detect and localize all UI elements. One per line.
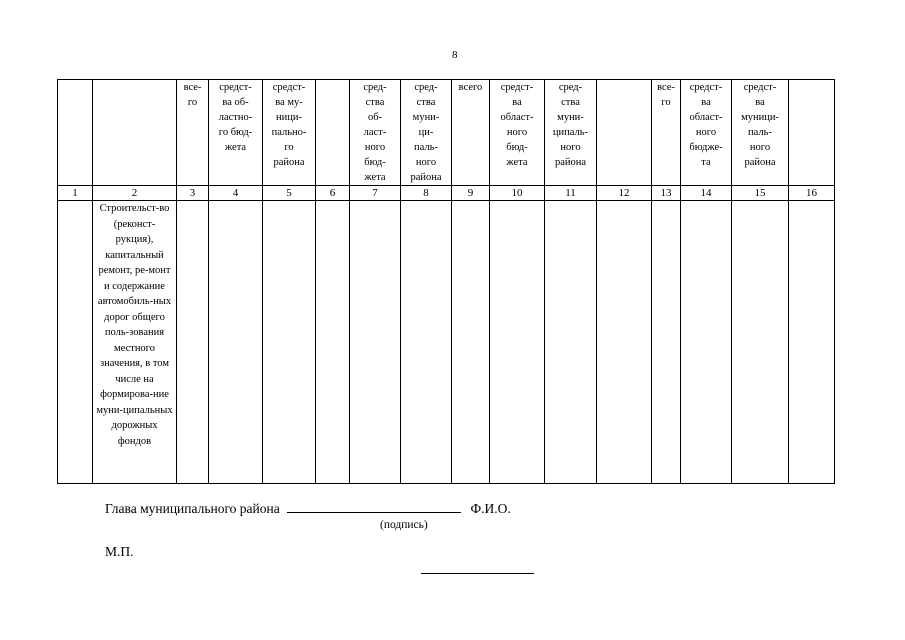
data-cell-12 xyxy=(597,201,652,484)
data-cell-9 xyxy=(452,201,490,484)
data-cell-13 xyxy=(652,201,681,484)
column-number-1: 1 xyxy=(58,186,93,201)
column-number-2: 2 xyxy=(93,186,177,201)
column-header-11: сред- ства муни- ципаль- ного района xyxy=(545,80,597,186)
column-header-4: средст- ва об- ластно- го бюд- жета xyxy=(209,80,263,186)
column-header-14: средст- ва област- ного бюдже- та xyxy=(681,80,732,186)
column-header-9: всего xyxy=(452,80,490,186)
column-header-8: сред- ства муни- ци- паль- ного района xyxy=(401,80,452,186)
data-cell-14 xyxy=(681,201,732,484)
signature-caption: (подпись) xyxy=(380,519,428,531)
column-header-5: средст- ва му- ници- пально- го района xyxy=(263,80,316,186)
column-number-16: 16 xyxy=(789,186,835,201)
column-number-row xyxy=(58,186,835,201)
column-header-15: средст- ва муници- паль- ного района xyxy=(732,80,789,186)
data-cell-10 xyxy=(490,201,545,484)
data-cell-4 xyxy=(209,201,263,484)
column-header-13: все- го xyxy=(652,80,681,186)
column-header-6 xyxy=(316,80,350,186)
column-number-6: 6 xyxy=(316,186,350,201)
data-cell-16 xyxy=(789,201,835,484)
column-header-16 xyxy=(789,80,835,186)
column-header-3: все- го xyxy=(177,80,209,186)
table-header-row xyxy=(58,80,835,186)
data-cell-6 xyxy=(316,201,350,484)
data-cell-11 xyxy=(545,201,597,484)
bottom-signature-line xyxy=(421,573,534,574)
data-cell-8 xyxy=(401,201,452,484)
data-cell-5 xyxy=(263,201,316,484)
budget-table xyxy=(57,79,835,484)
data-cell-15 xyxy=(732,201,789,484)
column-number-13: 13 xyxy=(652,186,681,201)
column-number-14: 14 xyxy=(681,186,732,201)
signatory-fio: Ф.И.О. xyxy=(470,501,511,516)
table-row xyxy=(58,201,835,484)
column-number-11: 11 xyxy=(545,186,597,201)
column-header-2 xyxy=(93,80,177,186)
column-number-7: 7 xyxy=(350,186,401,201)
column-header-1 xyxy=(58,80,93,186)
signature-line[interactable] xyxy=(287,499,461,513)
row-label-cell: Строительст-во (реконст-рукция), капитальный ремонт, ре-монт и содержание автомобиль-ных дорог общего поль-зования местного значения, в том числе на формирова-ние муни-ципальных дорожных фондов xyxy=(93,201,177,484)
column-header-7: сред- ства об- ласт- ного бюд- жета xyxy=(350,80,401,186)
column-number-5: 5 xyxy=(263,186,316,201)
column-number-4: 4 xyxy=(209,186,263,201)
column-header-10: средст- ва област- ного бюд- жета xyxy=(490,80,545,186)
column-number-10: 10 xyxy=(490,186,545,201)
data-cell-3 xyxy=(177,201,209,484)
column-number-15: 15 xyxy=(732,186,789,201)
column-header-12 xyxy=(597,80,652,186)
column-number-8: 8 xyxy=(401,186,452,201)
data-cell-7 xyxy=(350,201,401,484)
signature-block xyxy=(105,499,511,517)
column-number-12: 12 xyxy=(597,186,652,201)
column-number-3: 3 xyxy=(177,186,209,201)
page-number: 8 xyxy=(452,49,458,61)
signatory-title: Глава муниципального района xyxy=(105,501,280,516)
column-number-9: 9 xyxy=(452,186,490,201)
stamp-label: М.П. xyxy=(105,544,134,559)
data-cell-1 xyxy=(58,201,93,484)
